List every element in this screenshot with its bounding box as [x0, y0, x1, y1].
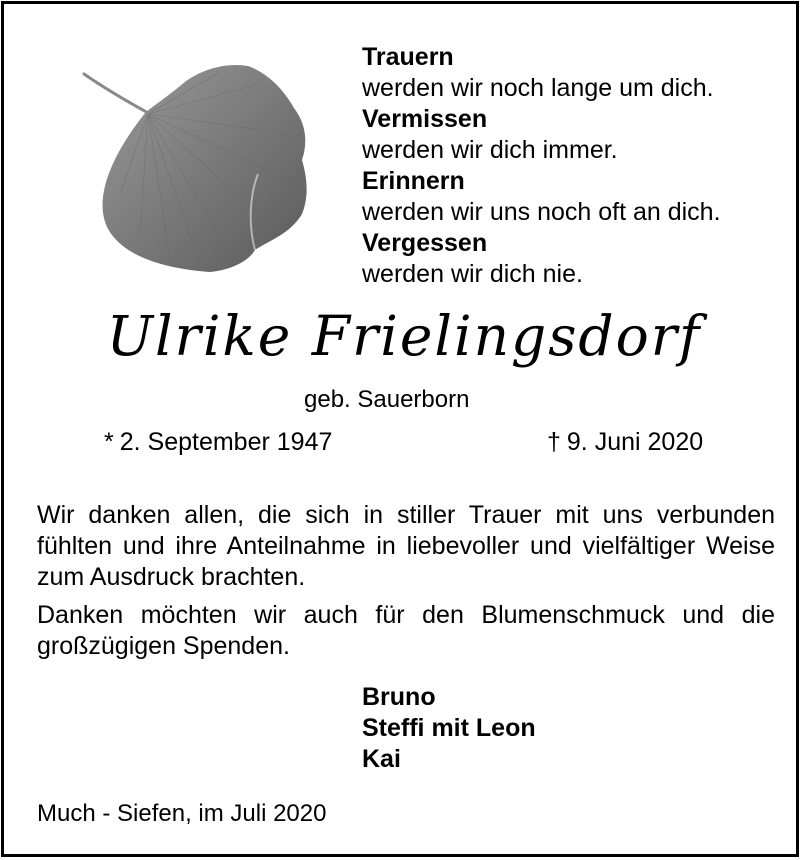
family-member: Kai: [362, 745, 401, 773]
poem-line: Trauern: [362, 43, 454, 71]
family-member: Bruno: [362, 683, 436, 711]
birth-date-line: [104, 428, 332, 457]
family-member: Steffi mit Leon: [362, 714, 536, 742]
poem-line: werden wir noch lange um dich.: [362, 74, 714, 102]
ginkgo-leaf-image: [80, 64, 312, 276]
poem-line: werden wir dich nie.: [362, 260, 583, 288]
death-date-line: [547, 428, 703, 457]
birth-date: 2. September 1947: [119, 428, 333, 456]
poem: [362, 42, 782, 290]
thanks-paragraph: Wir danken allen, die sich in stiller Trauer mit uns verbunden fühlten und ihre Anteilnahme in liebevoller und vielfältiger Weise zum Ausdruck brachten.: [37, 501, 775, 591]
poem-line: Vergessen: [362, 229, 488, 257]
thanks-paragraph-flowers: Danken möchten wir auch für den Blumenschmuck und die großzügigen Spenden.: [37, 601, 775, 660]
maiden-name: geb. Sauerborn: [304, 386, 470, 413]
poem-line: werden wir dich immer.: [362, 136, 618, 164]
death-cross-icon: †: [547, 428, 561, 456]
death-date: 9. Juni 2020: [566, 428, 704, 456]
family-signature: [362, 682, 536, 775]
poem-line: werden wir uns noch oft an dich.: [362, 198, 721, 226]
birth-star-icon: *: [104, 428, 114, 456]
poem-line: Vermissen: [362, 105, 488, 133]
poem-line: Erinnern: [362, 167, 465, 195]
place-date: Much - Siefen, im Juli 2020: [37, 800, 327, 827]
deceased-name: Ulrike Frielingsdorf: [106, 304, 702, 368]
obituary-card: [1, 1, 799, 857]
